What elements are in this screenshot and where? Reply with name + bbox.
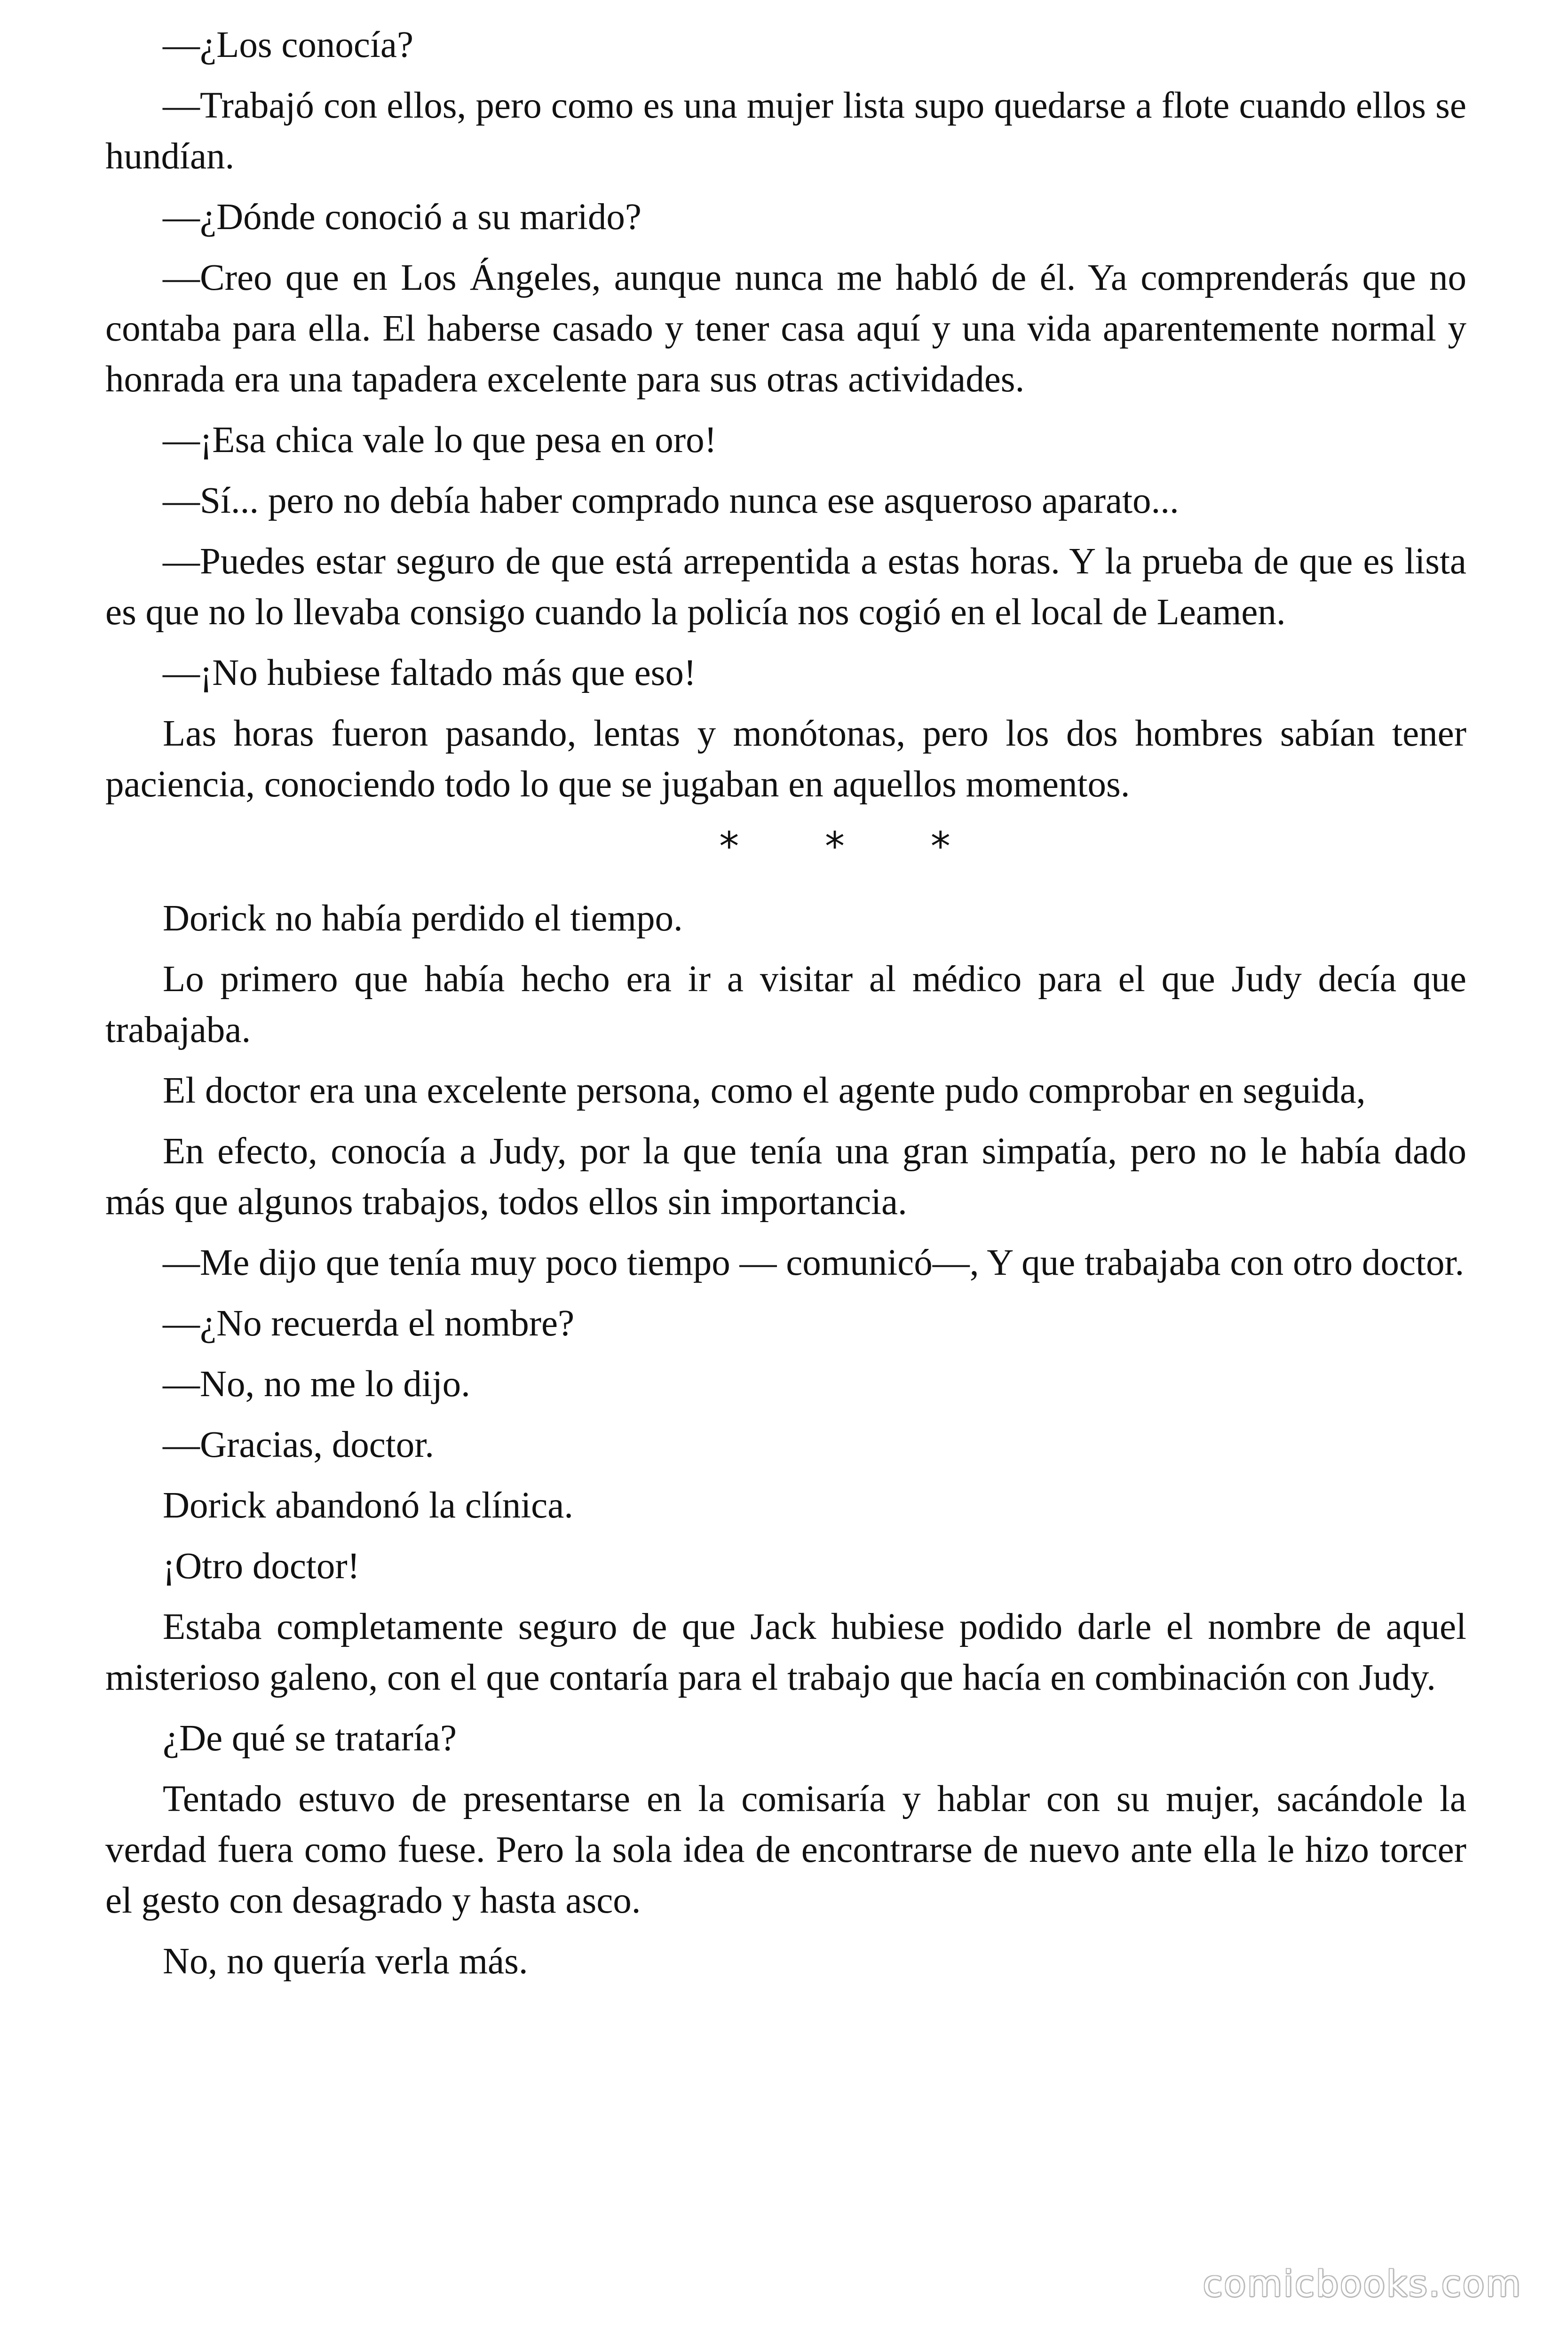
paragraph: —¿Dónde conoció a su marido? bbox=[163, 197, 641, 238]
paragraph: ¡Otro doctor! bbox=[163, 1546, 360, 1587]
paragraph: —No, no me lo dijo. bbox=[163, 1364, 470, 1405]
separator-asterisk: * bbox=[930, 823, 950, 869]
paragraph: Estaba completamente seguro de que Jack hubiese podido darle el nombre de aquel misterioso galeno, con el que contaría para el trabajo que hacía en combinación con Judy. bbox=[105, 1606, 1466, 1698]
paragraph: —¡Esa chica vale lo que pesa en oro! bbox=[163, 420, 717, 461]
paragraph: No, no quería verla más. bbox=[163, 1941, 528, 1982]
paragraph: Dorick no había perdido el tiempo. bbox=[163, 898, 683, 939]
section-separator bbox=[105, 820, 1466, 873]
paragraph: —Gracias, doctor. bbox=[163, 1424, 434, 1465]
paragraph: —Trabajó con ellos, pero como es una mujer lista supo quedarse a flote cuando ellos se hundían. bbox=[105, 85, 1466, 177]
paragraph: Lo primero que había hecho era ir a visitar al médico para el que Judy decía que trabajaba. bbox=[105, 959, 1466, 1050]
paragraph: —¿Los conocía? bbox=[163, 24, 414, 65]
paragraph: —Me dijo que tenía muy poco tiempo — comunicó—, Y que trabajaba con otro doctor. bbox=[163, 1242, 1465, 1283]
separator-asterisk: * bbox=[825, 823, 845, 869]
paragraph: ¿De qué se trataría? bbox=[163, 1718, 457, 1759]
paragraph: —Sí... pero no debía haber comprado nunca ese asqueroso aparato... bbox=[163, 480, 1179, 521]
watermark: comicbooks.com bbox=[1203, 2263, 1522, 2304]
paragraph: Tentado estuvo de presentarse en la comisaría y hablar con su mujer, sacándole la verdad fuera como fuese. Pero la sola idea de encontrarse de nuevo ante ella le hizo torcer el gesto con desagrado y hasta asco. bbox=[105, 1779, 1466, 1921]
paragraph: —Puedes estar seguro de que está arrepentida a estas horas. Y la prueba de que es lista es que no lo llevaba consigo cuando la policía nos cogió en el local de Leamen. bbox=[105, 541, 1466, 633]
paragraph: Dorick abandonó la clínica. bbox=[163, 1485, 574, 1526]
paragraph: —¡No hubiese faltado más que eso! bbox=[163, 652, 697, 693]
paragraph: El doctor era una excelente persona, como el agente pudo comprobar en seguida, bbox=[163, 1070, 1366, 1111]
paragraph: Las horas fueron pasando, lentas y monótonas, pero los dos hombres sabían tener paciencia, conociendo todo lo que se jugaban en aquellos momentos. bbox=[105, 713, 1466, 805]
separator-asterisk: * bbox=[719, 823, 739, 869]
paragraph: —¿No recuerda el nombre? bbox=[163, 1303, 575, 1344]
paragraph: En efecto, conocía a Judy, por la que tenía una gran simpatía, pero no le había dado más que algunos trabajos, todos ellos sin importancia. bbox=[105, 1131, 1466, 1223]
book-page bbox=[105, 20, 1466, 1997]
paragraph: —Creo que en Los Ángeles, aunque nunca me habló de él. Ya comprenderás que no contaba para ella. El haberse casado y tener casa aquí y una vida aparentemente normal y honrada era una tapadera excelente para sus otras actividades. bbox=[105, 257, 1466, 400]
